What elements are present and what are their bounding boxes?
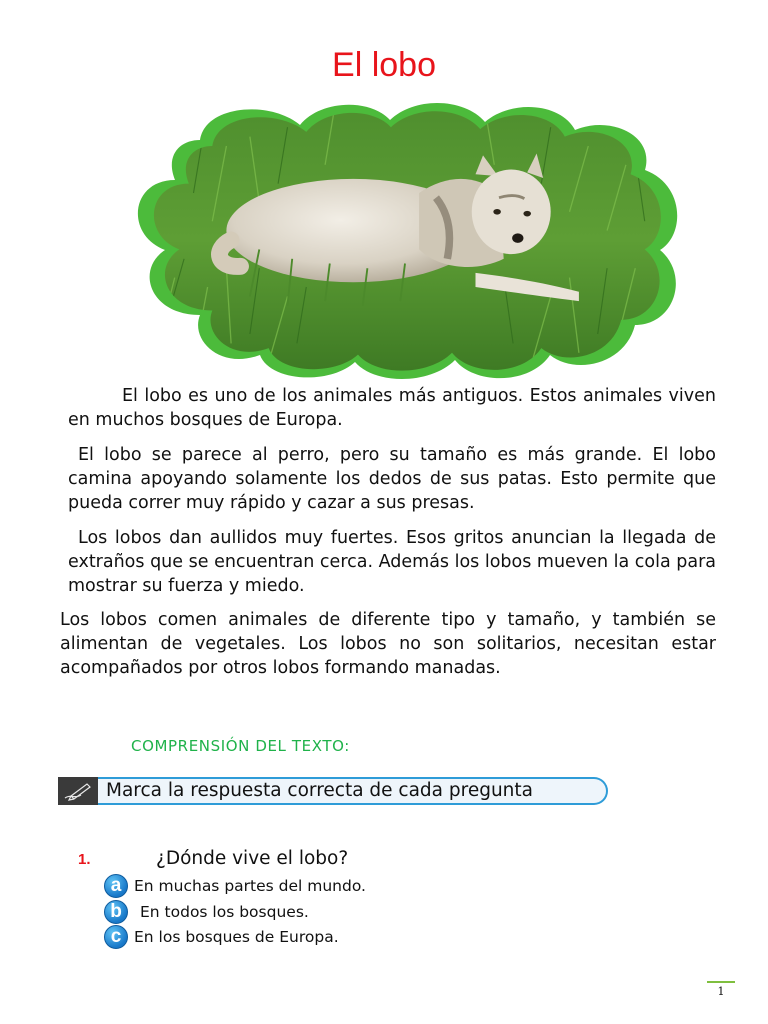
question-text: ¿Dónde vive el lobo? [156,848,349,869]
page-number: 1 [707,981,735,1000]
instruction-text: Marca la respuesta correcta de cada pregunta [106,780,533,801]
option-b[interactable] [104,900,309,924]
option-c-text: En los bosques de Europa. [134,928,339,946]
instruction-banner [58,777,608,805]
paragraph-4: Los lobos comen animales de diferente tipo y tamaño, y también se alimentan de vegetales. Los lobos no son solitarios, necesitan estar acompañados por otros lobos formando manadas. [60,610,716,678]
question-number: 1. [78,851,91,868]
option-c[interactable] [104,925,339,949]
option-a-text: En muchas partes del mundo. [134,877,366,895]
option-c-badge-icon: c [104,925,128,949]
pencil-writing-icon [58,777,98,805]
page-title: El lobo [332,46,436,84]
option-b-badge-icon: b [104,900,128,924]
option-b-text: En todos los bosques. [140,903,309,921]
paragraph-2: El lobo se parece al perro, pero su tamaño es más grande. El lobo camina apoyando solamente los dedos de sus patas. Esto permite que pueda correr muy rápido y cazar a sus presas. [68,445,716,513]
option-a-badge-icon: a [104,874,128,898]
paragraph-3: Los lobos dan aullidos muy fuertes. Esos gritos anuncian la llegada de extraños que se encuentran cerca. Además los lobos mueven la cola para mostrar su fuerza y miedo. [68,528,716,596]
paragraph-1: El lobo es uno de los animales más antiguos. Estos animales viven en muchos bosques de Europa. [68,386,716,430]
wolf-photo-graphic [120,100,690,380]
wolf-photo [120,100,690,380]
option-a[interactable] [104,874,366,898]
section-heading: COMPRENSIÓN DEL TEXTO: [131,737,350,755]
